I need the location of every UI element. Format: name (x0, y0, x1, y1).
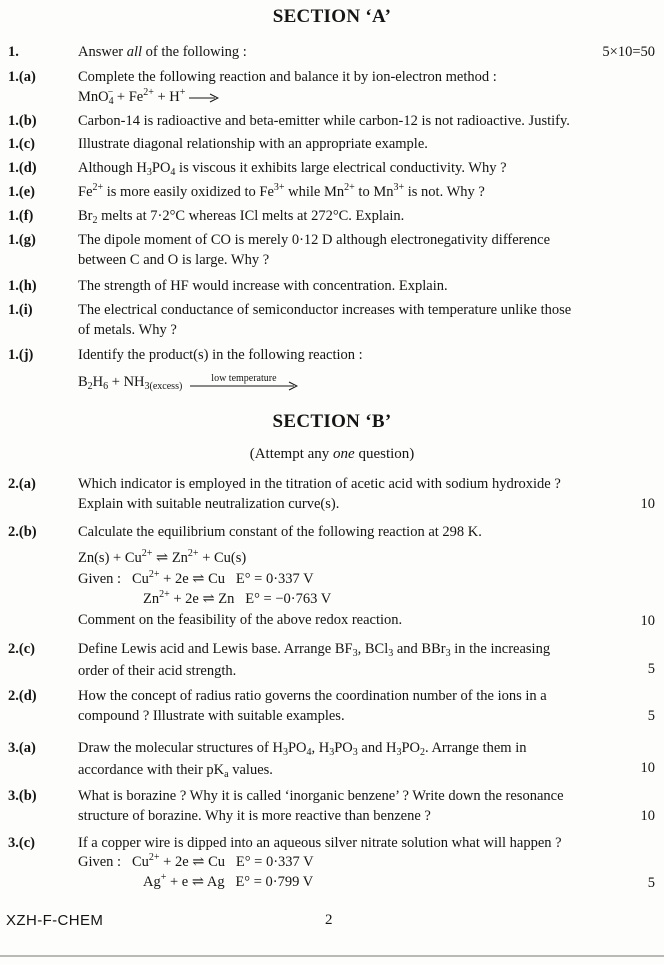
question-number: 1.(g) (8, 232, 36, 248)
reaction-arrow-icon (189, 93, 219, 103)
question-number: 1.(f) (8, 208, 34, 224)
question-number: 2.(d) (8, 688, 37, 704)
question-text-line: Define Lewis acid and Lewis base. Arrange $BF_3$, BCl$_3$ and BBr$_3$ in the increasing (78, 641, 551, 659)
question-number: 1.(e) (8, 184, 35, 200)
section-a-title: SECTION ‘A’ (272, 6, 392, 27)
question-text-line: compound ? Illustrate with suitable examples. (78, 708, 345, 724)
question-text-line: of metals. Why ? (78, 322, 177, 338)
question-text-line: order of their acid strength. (78, 663, 237, 679)
question-text: The strength of HF would increase with concentration. Explain. (78, 278, 448, 294)
page-edge-divider (0, 955, 664, 957)
question-number: 1.(b) (8, 113, 37, 129)
question-text-line: How the concept of radius ratio governs the coordination number of the ions in a (78, 688, 547, 704)
question-text-line: What is borazine ? Why it is called ‘inorganic benzene’ ? Write down the resonance (78, 788, 564, 804)
question-text-line: Comment on the feasibility of the above redox reaction. (78, 612, 403, 628)
question-text: Carbon-14 is radioactive and beta-emitter while carbon-12 is not radioactive. Justify. (78, 113, 570, 129)
question-text-line: Draw the molecular structures of $H_3PO_4$, $H_3PO_3$ and $H_3PO_2$. Arrange them in (78, 740, 527, 758)
question-text-line: If a copper wire is dipped into an aqueous silver nitrate solution what will happen ? (78, 835, 562, 851)
question-number: 1. (8, 44, 19, 60)
equilibrium-arrow-icon: ⇌ (202, 591, 215, 607)
question-text: Identify the product(s) in the following reaction : (78, 347, 363, 363)
marks: 10 (640, 808, 655, 824)
question-text-line: The electrical conductance of semiconductor increases with temperature unlike those (78, 302, 572, 318)
question-text: Complete the following reaction and balance it by ion-electron method : (78, 69, 497, 85)
question-text: $Fe^{2+}$ is more easily oxidized to $Fe^{3+}$ while $Mn^{2+}$ to $Mn^{3+}$ is not. Why ? (78, 182, 485, 200)
question-number: 1.(a) (8, 69, 36, 85)
equilibrium-arrow-icon: ⇌ (156, 550, 169, 566)
question-number: 1.(i) (8, 302, 33, 318)
question-text-line: accordance with their $pK_a$ values. (78, 762, 273, 780)
question-text-line: The dipole moment of CO is merely 0·12 D although electronegativity difference (78, 232, 551, 248)
question-text-line: structure of borazine. Why it is more reactive than benzene ? (78, 808, 431, 824)
marks: 5 (647, 708, 655, 724)
exam-page: SECTION ‘A’ 1. Answer all of the following : 5×10=50 1.(a) Complete the following reaction and balance it by ion-electron method : $MnO_4^- + Fe^{2+} + H^+$ 1.(b) Carbon-14 is radioactive and beta-emitter while carbon-12 is not radioactive. Justify. 1.(c) Illustrate diagonal relationship with an appropriate example. 1.(d) Although $H_3PO_4$ is viscous it exhibits large electrical conductivity. Why ? 1.(e) $Fe^{2+}$ is more easily oxidized to $Fe^{3+}$ while $Mn^{2+}$ to $Mn^{3+}$ is not. Why ? 1.(f) $Br_2$ melts at 7·2°C whereas ICl melts at 272°C. Explain. 1.(g) The dipole moment of CO is merely 0·12 D although electronegativity difference between C and O is large. Why ? 1.(h) The strength of HF would increase with concentration. Explain. 1.(i) The electrical conductance of semiconductor increases with temperature unlike those of metals. Why ? 1.(j) Identify the product(s) in the following reaction : $B_2H_6 + NH_{3(excess)}$ low temperature SECTION ‘B’ (Attempt any one question) 2.(a) Which indicator is employed in the titration of acetic acid with sodium hydroxide ? Explain with suitable neutralization curve(s). 10 2.(b) Calculate the equilibrium constant of the following reaction at 298 K. $Zn(s) + Cu^{2+}$ ⇌ $Zn^{2+} + Cu(s)$ Given : $Cu^{2+} + 2e$ ⇌ Cu E° = 0·337 V $Zn^{2+} + 2e$ ⇌ Zn E° = −0·763 V Comment on the feasibility of the above redox reaction. 10 2.(c) Define Lewis acid and Lewis base. Arrange $BF_3$, BCl$_3$ and BBr$_3$ in the increasing order of their acid strength. 5 2.(d) How the concept of radius ratio governs the coordination number of the ions in a compound ? Illustrate with suitable examples. 5 3.(a) Draw the molecular structures of $H_3PO_4$, $H_3PO_3$ and $H_3PO_2$. Arrange them in accordance with their $pK_a$ values. 10 3.(b) What is borazine ? Why it is called ‘inorganic benzene’ ? Write down the resonance structure of borazine. Why it is more reactive than benzene ? 10 3.(c) If a copper wire is dipped into an aqueous silver nitrate solution what will happen ? Given : $Cu^{2+} + 2e$ ⇌ Cu E° = 0·337 V Ag+ + e ⇌ Ag E° = 0·799 V 5 XZH-F-CHEM 2 (0, 0, 664, 965)
section-b-title: SECTION ‘B’ (272, 411, 392, 432)
question-text-line: Explain with suitable neutralization curve(s). (78, 496, 340, 512)
conditions-arrow (190, 372, 298, 392)
question-text-line: between C and O is large. Why ? (78, 252, 270, 268)
question-text: Answer all of the following : (78, 44, 247, 60)
marks: 10 (640, 496, 655, 512)
equilibrium-arrow-icon: ⇌ (192, 571, 205, 587)
question-number: 2.(a) (8, 476, 36, 492)
reaction-equation: $MnO_4^- + Fe^{2+} + H^+$ (78, 87, 656, 109)
question-number: 2.(c) (8, 641, 35, 657)
given-line-2: Ag+ + e ⇌ Ag E° = 0·799 V (143, 872, 314, 890)
question-number: 1.(c) (8, 136, 35, 152)
section-b-instruction: (Attempt any one question) (249, 446, 415, 462)
reaction-arrow-icon (190, 381, 298, 391)
marks: 5×10=50 (602, 44, 655, 60)
page-number: 2 (325, 912, 333, 928)
question-number: 1.(h) (8, 278, 37, 294)
marks: 5 (647, 875, 655, 891)
question-number: 2.(b) (8, 524, 37, 540)
given-line-1: Given : $Cu^{2+} + 2e$ ⇌ Cu E° = 0·337 V (78, 852, 314, 870)
paper-code: XZH-F-CHEM (6, 912, 104, 929)
question-number: 1.(d) (8, 160, 37, 176)
question-number: 1.(j) (8, 347, 34, 363)
question-number: 3.(b) (8, 788, 37, 804)
question-number: 3.(c) (8, 835, 35, 851)
marks: 10 (640, 760, 655, 776)
question-number: 3.(a) (8, 740, 36, 756)
equilibrium-arrow-icon: ⇌ (191, 874, 205, 890)
question-text: $Br_2$ melts at 7·2°C whereas ICl melts at 272°C. Explain. (78, 208, 405, 226)
question-text: Although $H_3PO_4$ is viscous it exhibits large electrical conductivity. Why ? (78, 160, 507, 178)
equilibrium-arrow-icon: ⇌ (192, 854, 205, 870)
reaction-equation: $Zn(s) + Cu^{2+}$ ⇌ $Zn^{2+} + Cu(s)$ (78, 548, 247, 566)
given-line-2: $Zn^{2+} + 2e$ ⇌ Zn E° = −0·763 V (143, 589, 332, 607)
question-text: Illustrate diagonal relationship with an appropriate example. (78, 136, 428, 152)
marks: 5 (647, 661, 655, 677)
question-text-line: Which indicator is employed in the titration of acetic acid with sodium hydroxide ? (78, 476, 561, 492)
marks: 10 (640, 613, 655, 629)
arrow-condition-label: low temperature (211, 373, 277, 384)
question-text-line: Calculate the equilibrium constant of the following reaction at 298 K. (78, 524, 482, 540)
given-line-1: Given : $Cu^{2+} + 2e$ ⇌ Cu E° = 0·337 V (78, 569, 314, 587)
